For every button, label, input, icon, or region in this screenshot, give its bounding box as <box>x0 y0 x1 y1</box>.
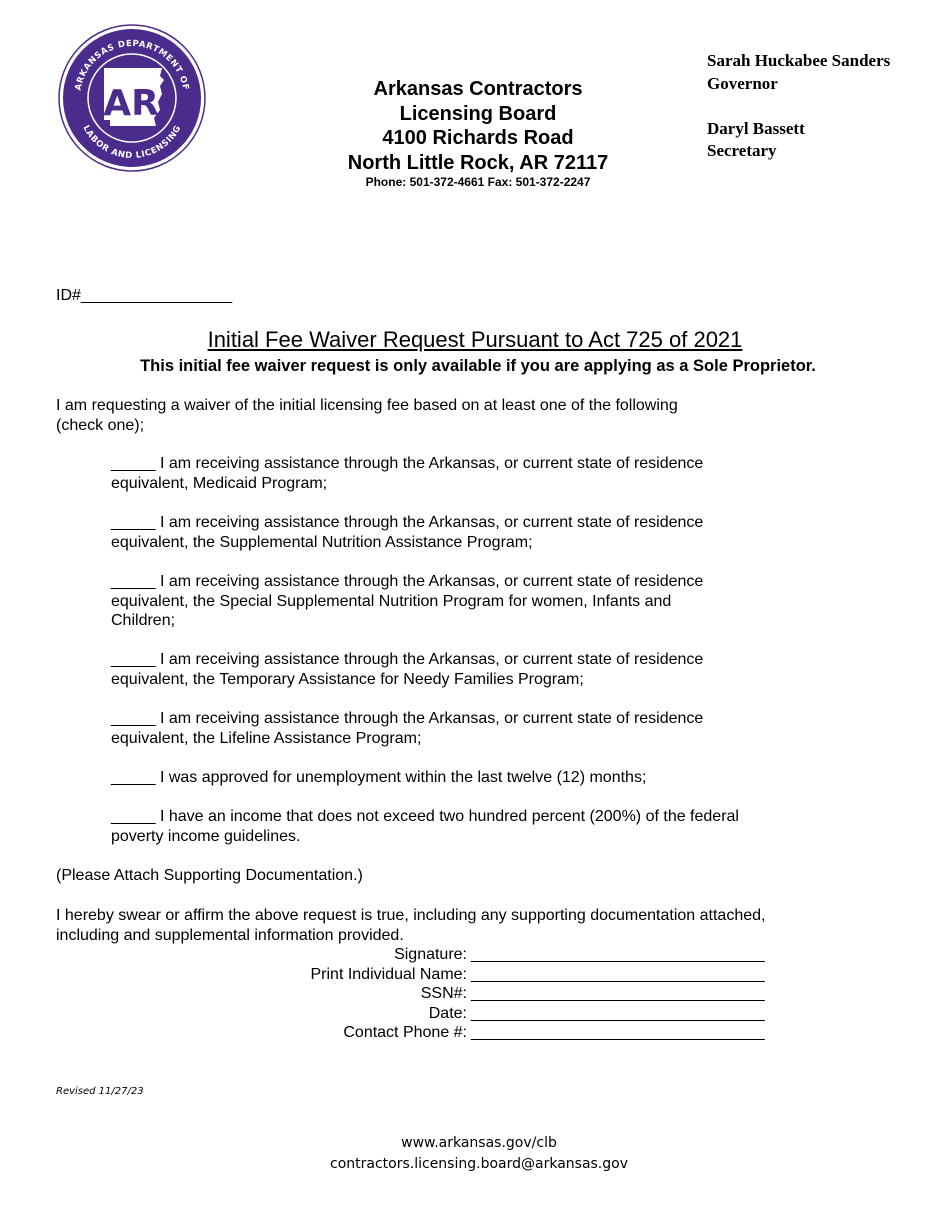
option-line: equivalent, Medicaid Program; <box>111 474 328 492</box>
option-line: _____ I am receiving assistance through the Arkansas, or current state of residence <box>111 514 704 531</box>
governor-title: Governor <box>707 73 778 93</box>
agency-name-line2: Licensing Board <box>399 102 557 125</box>
form-subtitle: This initial fee waiver request is only available if you are applying as a Sole Proprietor. <box>140 357 816 375</box>
form-title: Initial Fee Waiver Request Pursuant to Act 725 of 2021 <box>207 327 743 352</box>
option-line: _____ I have an income that does not exceed two hundred percent (200%) of the federal <box>111 808 739 825</box>
intro-line: (check one); <box>56 417 145 434</box>
ssn-label: SSN#: <box>420 985 467 1003</box>
page-footer <box>0 1133 950 1175</box>
intro-paragraph <box>56 396 678 436</box>
contact-phone-row <box>56 1023 787 1043</box>
option-line: equivalent, the Supplemental Nutrition Assistance Program; <box>111 533 533 551</box>
print-name-row <box>56 965 787 985</box>
seal-ring-bottom-text: LABOR AND LICENSING <box>80 123 184 162</box>
revision-date: Revised 11/27/23 <box>56 1086 144 1097</box>
option-line: _____ I am receiving assistance through the Arkansas, or current state of residence <box>111 455 704 472</box>
agency-address-city: North Little Rock, AR 72117 <box>347 151 609 174</box>
date-label: Date: <box>428 1004 467 1022</box>
option-line: _____ I was approved for unemployment within the last twelve (12) months; <box>111 769 647 786</box>
seal-ring-top-text: ARKANSAS DEPARTMENT OF <box>73 38 191 92</box>
option-line: _____ I am receiving assistance through the Arkansas, or current state of residence <box>111 651 704 668</box>
contact-phone-field[interactable]: _________________________________ <box>471 1024 765 1042</box>
option-line: equivalent, the Lifeline Assistance Program; <box>111 729 422 747</box>
signature-label: Signature: <box>394 946 467 963</box>
date-row <box>56 1004 787 1024</box>
intro-line: I am requesting a waiver of the initial licensing fee based on at least one of the following <box>56 397 678 414</box>
ssn-row <box>56 984 787 1004</box>
agency-phone-fax: Phone: 501-372-4661 Fax: 501-372-2247 <box>365 175 591 189</box>
option-line: equivalent, the Temporary Assistance for Needy Families Program; <box>111 670 584 688</box>
print-name-label: Print Individual Name: <box>310 965 467 983</box>
option-wic[interactable] <box>111 572 703 631</box>
affirmation-line: I hereby swear or affirm the above request is true, including any supporting documentation attached, <box>56 907 766 924</box>
attach-note: (Please Attach Supporting Documentation.) <box>56 867 363 884</box>
option-snap[interactable] <box>111 513 703 552</box>
agency-seal <box>58 24 206 172</box>
agency-header <box>300 77 656 190</box>
option-line: poverty income guidelines. <box>111 827 301 845</box>
print-name-field[interactable]: _________________________________ <box>471 965 765 983</box>
signature-row <box>56 945 787 965</box>
ssn-field[interactable]: _________________________________ <box>471 985 765 1003</box>
agency-name-line1: Arkansas Contractors <box>373 78 583 100</box>
contact-phone-label: Contact Phone #: <box>343 1024 467 1042</box>
option-line: equivalent, the Special Supplemental Nutrition Program for women, Infants and <box>111 592 672 610</box>
option-lifeline[interactable] <box>111 709 703 748</box>
option-line: Children; <box>111 612 176 630</box>
option-tanf[interactable] <box>111 650 703 689</box>
email-link[interactable]: contractors.licensing.board@arkansas.gov <box>330 1156 628 1172</box>
option-medicaid[interactable] <box>111 454 703 493</box>
governor-name: Sarah Huckabee Sanders <box>707 51 891 70</box>
signature-block <box>56 945 787 1043</box>
officials-block <box>707 50 947 163</box>
affirmation-line: including and supplemental information provided. <box>56 927 404 944</box>
option-line: _____ I am receiving assistance through the Arkansas, or current state of residence <box>111 710 704 727</box>
website-link[interactable]: www.arkansas.gov/clb <box>401 1135 557 1151</box>
option-line: _____ I am receiving assistance through the Arkansas, or current state of residence <box>111 573 704 590</box>
option-income[interactable] <box>111 807 739 846</box>
affirmation-paragraph <box>56 906 765 946</box>
secretary-title: Secretary <box>707 141 777 160</box>
signature-field[interactable]: _________________________________ <box>471 946 765 963</box>
agency-address-street: 4100 Richards Road <box>382 127 574 149</box>
date-field[interactable]: _________________________________ <box>471 1004 765 1022</box>
id-field[interactable]: ID#_________________ <box>56 287 233 304</box>
seal-center-text: AR <box>103 83 159 124</box>
option-unemployment[interactable] <box>111 768 646 788</box>
secretary-name: Daryl Bassett <box>707 118 805 138</box>
